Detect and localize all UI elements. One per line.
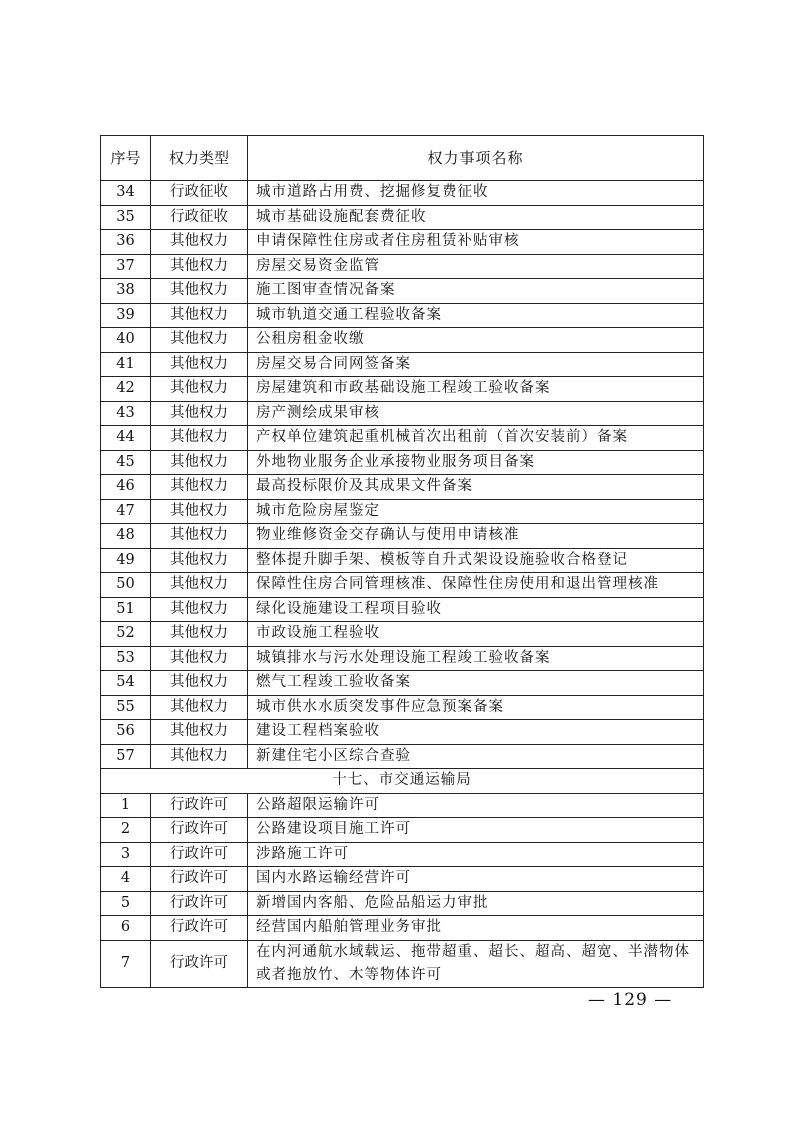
row-number: 51 [101,597,151,622]
row-number: 49 [101,548,151,573]
table-row [101,671,704,696]
row-name: 房产测绘成果审核 [248,401,704,426]
table-row [101,352,704,377]
row-name: 燃气工程竣工验收备案 [248,671,704,696]
row-name: 建设工程档案验收 [248,720,704,745]
table-row [101,940,704,987]
table-row [101,720,704,745]
row-number: 50 [101,573,151,598]
row-name: 城市危险房屋鉴定 [248,499,704,524]
row-name: 城市道路占用费、挖掘修复费征收 [248,181,704,206]
row-number: 3 [101,842,151,867]
row-number: 55 [101,695,151,720]
row-type: 其他权力 [151,352,248,377]
row-name: 物业维修资金交存确认与使用申请核准 [248,524,704,549]
row-type: 其他权力 [151,450,248,475]
row-number: 38 [101,279,151,304]
table-row [101,328,704,353]
row-name: 国内水路运输经营许可 [248,867,704,892]
table-row [101,401,704,426]
table-row [101,475,704,500]
row-number: 39 [101,303,151,328]
table-row [101,842,704,867]
table-row [101,867,704,892]
table-row [101,303,704,328]
table-row [101,205,704,230]
table-row [101,891,704,916]
row-number: 47 [101,499,151,524]
table-row [101,230,704,255]
row-name: 城市轨道交通工程验收备案 [248,303,704,328]
table-row [101,279,704,304]
row-name: 经营国内船舶管理业务审批 [248,916,704,941]
table-header-row [101,136,704,181]
row-type: 其他权力 [151,695,248,720]
table-row [101,597,704,622]
row-type: 其他权力 [151,524,248,549]
row-name: 房屋交易合同网签备案 [248,352,704,377]
row-type: 其他权力 [151,622,248,647]
row-type: 其他权力 [151,720,248,745]
row-name: 施工图审查情况备案 [248,279,704,304]
row-number: 54 [101,671,151,696]
row-type: 其他权力 [151,377,248,402]
row-name: 保障性住房合同管理核准、保障性住房使用和退出管理核准 [248,573,704,598]
row-number: 57 [101,744,151,769]
table-body [101,136,704,988]
table-row [101,622,704,647]
table-row [101,744,704,769]
row-number: 37 [101,254,151,279]
row-type: 行政征收 [151,181,248,206]
row-number: 56 [101,720,151,745]
row-number: 34 [101,181,151,206]
row-type: 行政许可 [151,916,248,941]
header-name: 权力事项名称 [248,136,704,181]
page-number: — 129 — [588,990,673,1010]
table-row [101,499,704,524]
row-number: 43 [101,401,151,426]
row-type: 其他权力 [151,671,248,696]
section-title: 十七、市交通运输局 [101,769,704,794]
row-number: 48 [101,524,151,549]
table-row [101,181,704,206]
table-row [101,818,704,843]
row-type: 行政许可 [151,842,248,867]
row-number: 1 [101,793,151,818]
row-type: 其他权力 [151,548,248,573]
row-number: 44 [101,426,151,451]
row-number: 2 [101,818,151,843]
row-name: 城市基础设施配套费征收 [248,205,704,230]
table-row [101,377,704,402]
row-type: 其他权力 [151,401,248,426]
row-name: 公路超限运输许可 [248,793,704,818]
row-number: 5 [101,891,151,916]
row-number: 52 [101,622,151,647]
row-number: 36 [101,230,151,255]
row-type: 行政许可 [151,818,248,843]
row-type: 行政征收 [151,205,248,230]
row-name: 新增国内客船、危险品船运力审批 [248,891,704,916]
row-name: 在内河通航水域载运、拖带超重、超长、超高、超宽、半潜物体或者拖放竹、木等物体许可 [248,940,704,987]
row-name: 城镇排水与污水处理设施工程竣工验收备案 [248,646,704,671]
row-name: 房屋建筑和市政基础设施工程竣工验收备案 [248,377,704,402]
row-type: 其他权力 [151,646,248,671]
table-row [101,548,704,573]
row-type: 其他权力 [151,744,248,769]
header-no: 序号 [101,136,151,181]
row-number: 45 [101,450,151,475]
row-type: 其他权力 [151,597,248,622]
row-name: 公租房租金收缴 [248,328,704,353]
row-name: 最高投标限价及其成果文件备案 [248,475,704,500]
table-row [101,254,704,279]
row-name: 外地物业服务企业承接物业服务项目备案 [248,450,704,475]
row-type: 行政许可 [151,891,248,916]
row-name: 申请保障性住房或者住房租赁补贴审核 [248,230,704,255]
row-type: 其他权力 [151,303,248,328]
row-type: 其他权力 [151,279,248,304]
table-row [101,793,704,818]
row-type: 其他权力 [151,499,248,524]
row-type: 其他权力 [151,328,248,353]
row-number: 35 [101,205,151,230]
row-number: 46 [101,475,151,500]
header-type: 权力类型 [151,136,248,181]
row-name: 涉路施工许可 [248,842,704,867]
row-number: 4 [101,867,151,892]
row-type: 其他权力 [151,475,248,500]
section-row [101,769,704,794]
row-type: 其他权力 [151,230,248,255]
row-type: 其他权力 [151,573,248,598]
table-row [101,916,704,941]
table-row [101,646,704,671]
row-number: 6 [101,916,151,941]
row-number: 53 [101,646,151,671]
row-type: 行政许可 [151,867,248,892]
row-number: 41 [101,352,151,377]
row-name: 房屋交易资金监管 [248,254,704,279]
power-items-table [100,135,704,988]
row-number: 40 [101,328,151,353]
row-name: 市政设施工程验收 [248,622,704,647]
row-type: 行政许可 [151,940,248,987]
row-type: 行政许可 [151,793,248,818]
row-name: 公路建设项目施工许可 [248,818,704,843]
row-name: 城市供水水质突发事件应急预案备案 [248,695,704,720]
table-row [101,524,704,549]
row-type: 其他权力 [151,426,248,451]
row-name: 新建住宅小区综合查验 [248,744,704,769]
table-row [101,695,704,720]
table-row [101,450,704,475]
row-number: 42 [101,377,151,402]
row-name: 整体提升脚手架、模板等自升式架设设施验收合格登记 [248,548,704,573]
row-type: 其他权力 [151,254,248,279]
row-number: 7 [101,940,151,987]
table-row [101,573,704,598]
row-name: 产权单位建筑起重机械首次出租前（首次安装前）备案 [248,426,704,451]
table-row [101,426,704,451]
row-name: 绿化设施建设工程项目验收 [248,597,704,622]
